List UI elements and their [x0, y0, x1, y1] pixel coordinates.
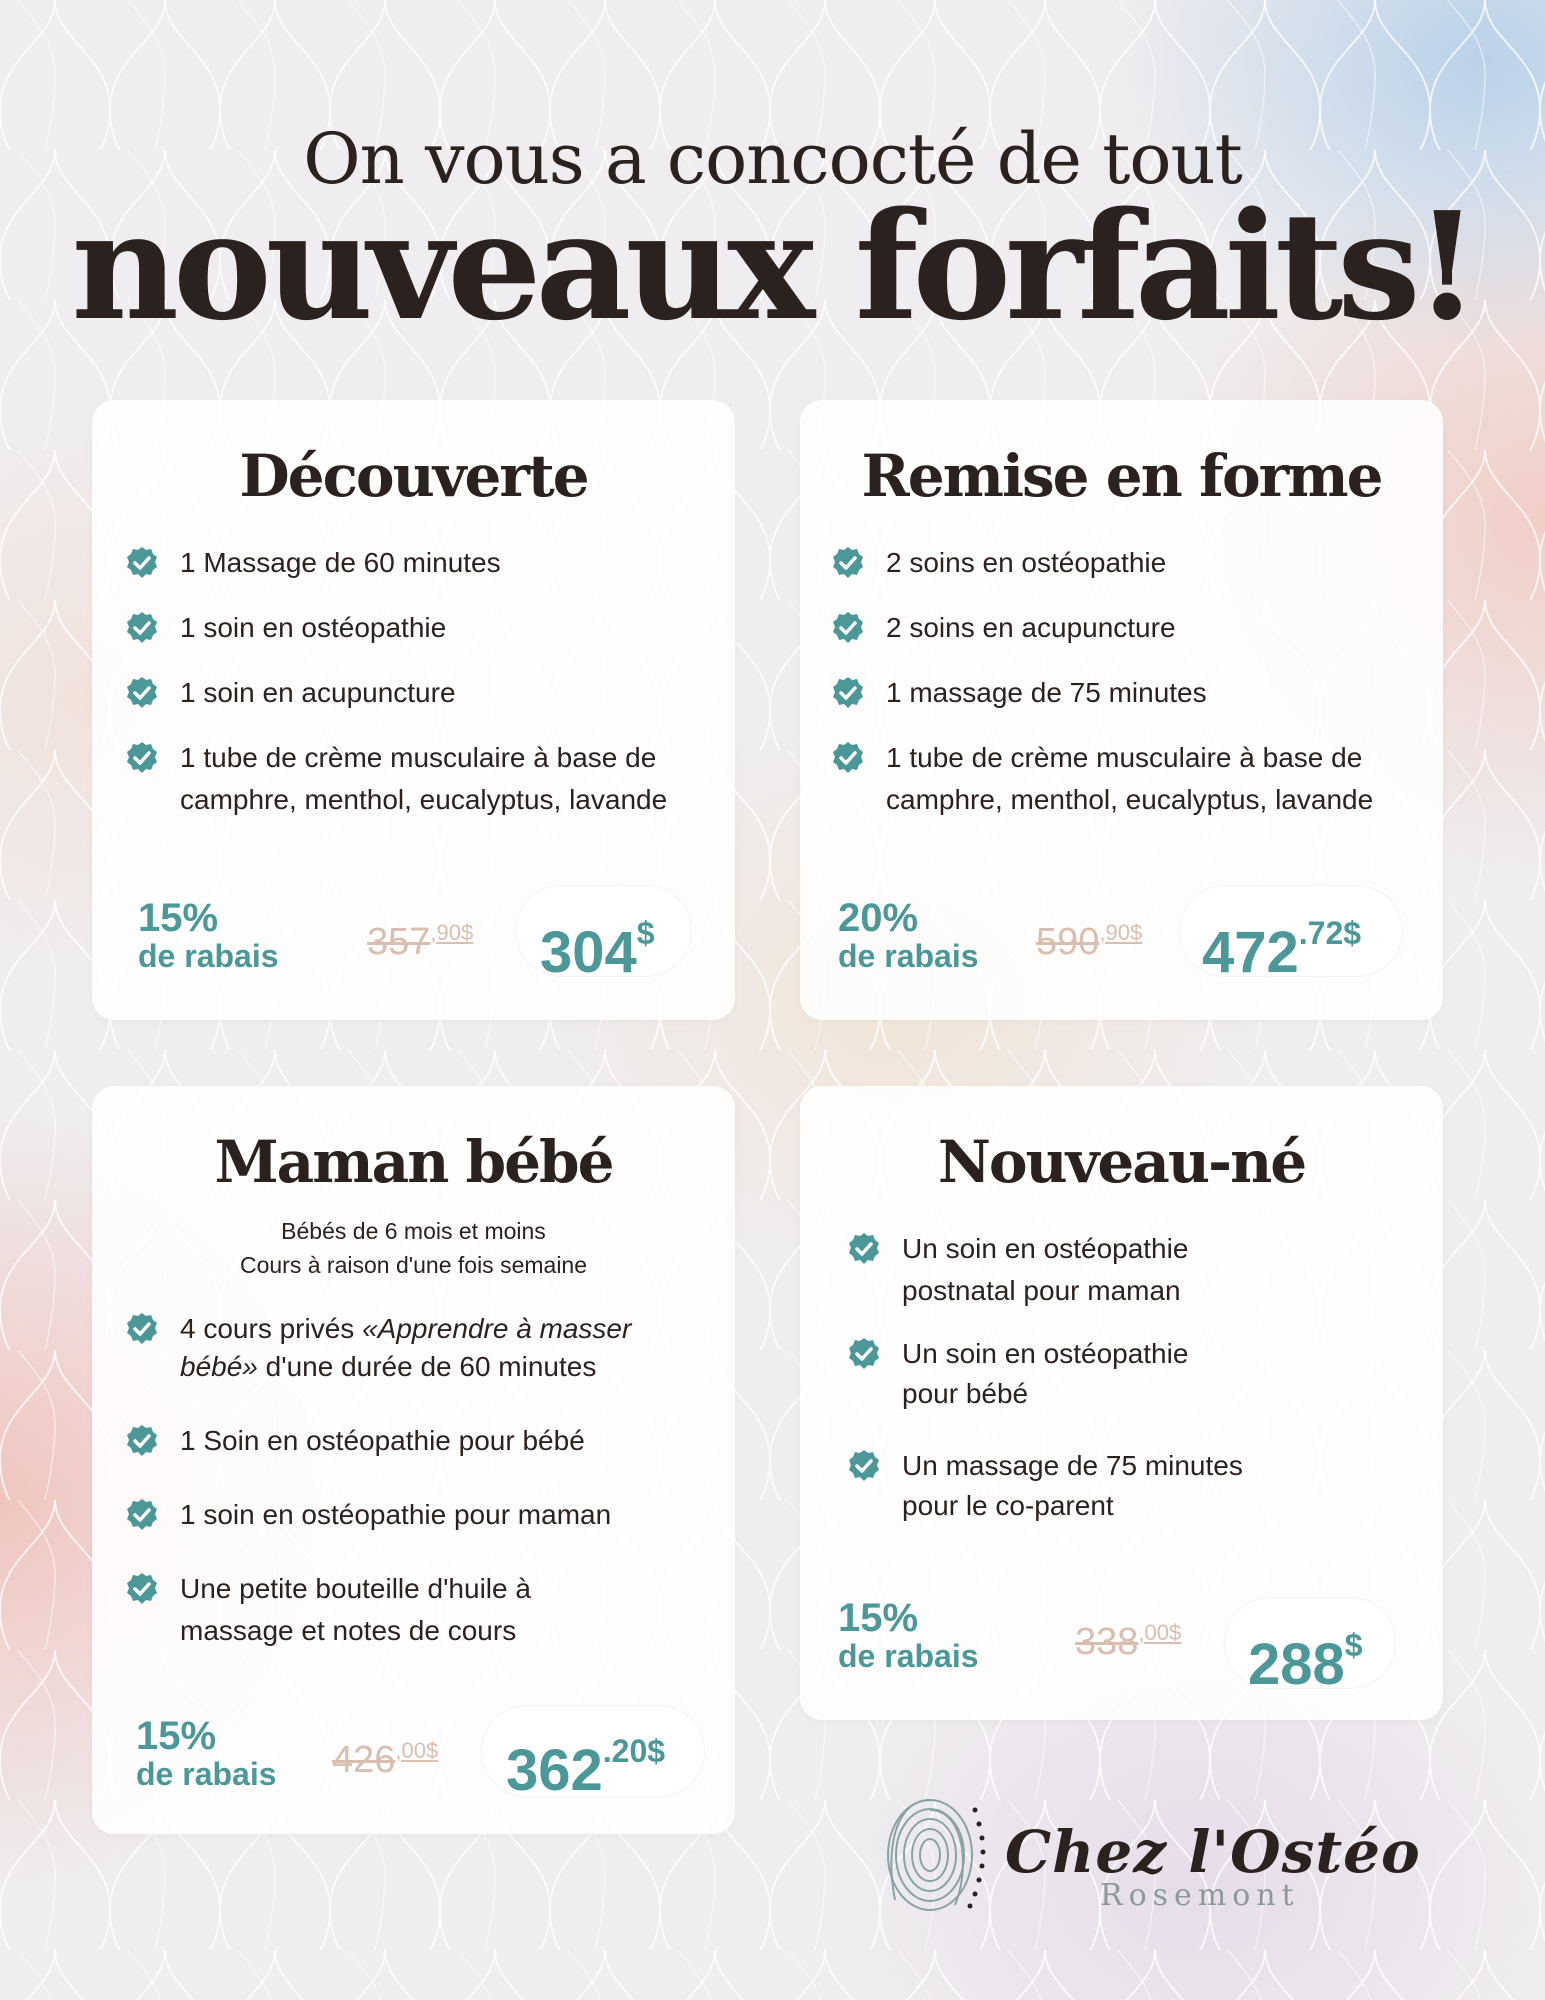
- headline-line-2: nouveaux forfaits!: [71, 179, 1474, 353]
- feature-text: 2 soins en acupuncture: [886, 612, 1176, 643]
- package-title: Maman bébé: [214, 1128, 613, 1196]
- check-circle-icon: [125, 546, 159, 580]
- feature-item: [125, 737, 725, 821]
- feature-item: [125, 1310, 725, 1386]
- feature-text-line1: Une petite bouteille d'huile à: [180, 1573, 531, 1604]
- new-price: 288$: [1248, 1627, 1363, 1697]
- feature-text: 1 Massage de 60 minutes: [180, 547, 501, 578]
- feature-text-line2: pour le co-parent: [902, 1490, 1114, 1521]
- check-circle-icon: [125, 1498, 159, 1532]
- feature-text-line1: 4 cours privés «Apprendre à masser: [180, 1313, 632, 1344]
- check-circle-icon: [831, 546, 865, 580]
- check-circle-icon: [831, 676, 865, 710]
- feature-text-line1: Un soin en ostéopathie: [902, 1338, 1189, 1369]
- feature-text-line2: bébé» d'une durée de 60 minutes: [180, 1351, 597, 1382]
- feature-text-line2: camphre, menthol, eucalyptus, lavande: [886, 784, 1374, 815]
- feature-text-line2: postnatal pour maman: [902, 1275, 1181, 1306]
- headline-line-1: On vous a concocté de tout: [303, 118, 1242, 200]
- feature-text-line1: Un soin en ostéopathie: [902, 1233, 1189, 1264]
- package-card-maman-bebe: [92, 1086, 735, 1834]
- discount-percent: 15%: [138, 896, 219, 940]
- feature-item: [847, 1446, 1427, 1530]
- feature-text-line2: massage et notes de cours: [180, 1615, 517, 1646]
- package-title: Découverte: [239, 442, 588, 510]
- check-circle-icon: [125, 1424, 159, 1458]
- feature-item: [125, 607, 725, 649]
- feature-text: 1 massage de 75 minutes: [886, 677, 1207, 708]
- feature-item: [125, 1494, 725, 1536]
- feature-item: [831, 672, 1431, 714]
- discount-percent: 20%: [838, 896, 919, 940]
- check-circle-icon: [125, 611, 159, 645]
- discount-label: de rabais: [136, 1756, 277, 1792]
- feature-item: [125, 542, 725, 584]
- discount-percent: 15%: [838, 1596, 919, 1640]
- package-subtitle-line1: Bébés de 6 mois et moins: [281, 1218, 546, 1244]
- check-circle-icon: [831, 741, 865, 775]
- package-card-decouverte: [92, 400, 735, 1020]
- discount-label: de rabais: [838, 938, 979, 974]
- package-subtitle-line2: Cours à raison d'une fois semaine: [239, 1252, 588, 1278]
- new-price: 304$: [540, 915, 655, 985]
- feature-text-line1: Un massage de 75 minutes: [902, 1450, 1243, 1481]
- package-card-nouveau-ne: [800, 1086, 1443, 1720]
- feature-text-line1: 1 tube de crème musculaire à base de: [886, 742, 1363, 773]
- check-circle-icon: [847, 1337, 881, 1371]
- check-circle-icon: [125, 676, 159, 710]
- feature-item: [125, 672, 725, 714]
- check-circle-icon: [125, 741, 159, 775]
- feature-text: 1 soin en acupuncture: [180, 677, 456, 708]
- discount-label: de rabais: [838, 1638, 979, 1674]
- fingerprint-icon: [875, 1790, 995, 1920]
- old-price: $426^{,00\$}$: [332, 1738, 439, 1781]
- feature-text: 2 soins en ostéopathie: [886, 547, 1167, 578]
- new-price: $472^{.72\$}$: [1202, 915, 1362, 985]
- new-price: $362^{.20\$}$: [506, 1733, 666, 1803]
- feature-text-line2: camphre, menthol, eucalyptus, lavande: [180, 784, 668, 815]
- check-circle-icon: [831, 611, 865, 645]
- feature-text-line1: 1 tube de crème musculaire à base de: [180, 742, 657, 773]
- old-price: $338^{,00\$}$: [1075, 1620, 1182, 1663]
- package-card-remise-en-forme: [800, 400, 1443, 1020]
- check-circle-icon: [847, 1449, 881, 1483]
- feature-item: [831, 542, 1431, 584]
- logo-name: Chez l'Ostéo: [1005, 1818, 1421, 1886]
- check-circle-icon: [125, 1312, 159, 1346]
- old-price: $357^{,90\$}$: [367, 920, 474, 963]
- feature-text: 1 soin en ostéopathie pour maman: [180, 1499, 612, 1530]
- package-title: Nouveau-né: [937, 1128, 1306, 1196]
- feature-item: [831, 607, 1431, 649]
- feature-item: [125, 1420, 725, 1462]
- check-circle-icon: [125, 1572, 159, 1606]
- feature-item: [847, 1228, 1427, 1312]
- feature-item: [125, 1568, 725, 1652]
- feature-text: 1 Soin en ostéopathie pour bébé: [180, 1425, 585, 1456]
- package-title: Remise en forme: [861, 442, 1382, 510]
- logo-location: Rosemont: [1100, 1878, 1300, 1913]
- old-price: $590^{,90\$}$: [1036, 920, 1143, 963]
- feature-item: [831, 737, 1431, 821]
- feature-text: 1 soin en ostéopathie: [180, 612, 447, 643]
- check-circle-icon: [847, 1232, 881, 1266]
- feature-item: [847, 1334, 1427, 1418]
- feature-text-line2: pour bébé: [902, 1378, 1029, 1409]
- discount-percent: 15%: [136, 1714, 217, 1758]
- discount-label: de rabais: [138, 938, 279, 974]
